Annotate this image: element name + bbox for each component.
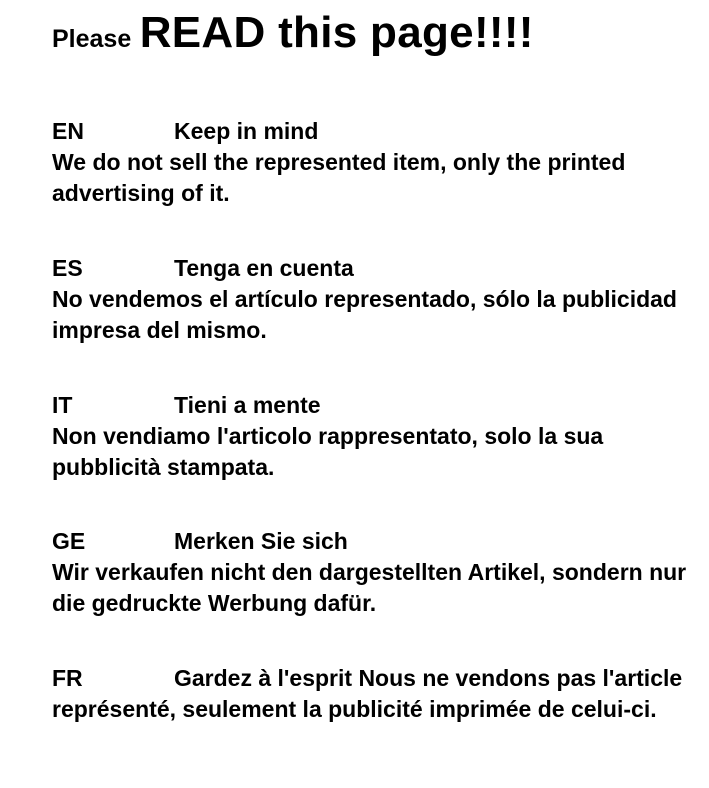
- notice-text-en: We do not sell the represented item, only the printed advertising of it.: [52, 149, 626, 206]
- notice-title-en: Keep in mind: [174, 118, 319, 144]
- notice-text-fr: Nous ne vendons pas l'article représenté, seulement la publicité imprimée de celui-ci.: [52, 665, 683, 722]
- notice-header-ge: [52, 526, 692, 557]
- page-heading: [52, 8, 534, 58]
- language-code-es: ES: [52, 255, 83, 281]
- notice-body-fr: [52, 663, 692, 725]
- notice-header-it: [52, 390, 692, 421]
- notice-section-es: [52, 253, 692, 346]
- notice-text-es: No vendemos el artículo representado, sólo la publicidad impresa del mismo.: [52, 286, 677, 343]
- notice-section-it: [52, 390, 692, 483]
- language-code-ge: GE: [52, 528, 86, 554]
- notice-section-ge: [52, 526, 692, 619]
- language-code-it: IT: [52, 392, 73, 418]
- heading-read-this-page: READ this page!!!!: [139, 8, 534, 57]
- language-code-en: EN: [52, 118, 84, 144]
- notice-text-ge: Wir verkaufen nicht den dargestellten Artikel, sondern nur die gedruckte Werbung dafür.: [52, 559, 687, 616]
- notice-title-ge: Merken Sie sich: [174, 528, 348, 554]
- notice-text-it: Non vendiamo l'articolo rappresentato, solo la sua pubblicità stampata.: [52, 423, 604, 480]
- notice-header-en: [52, 116, 692, 147]
- notice-title-fr: Gardez à l'esprit: [174, 665, 353, 691]
- notice-section-fr: [52, 663, 692, 725]
- notice-header-es: [52, 253, 692, 284]
- notice-title-it: Tieni a mente: [174, 392, 321, 418]
- notice-title-es: Tenga en cuenta: [174, 255, 354, 281]
- heading-please: Please: [52, 25, 132, 53]
- language-code-fr: FR: [52, 665, 83, 691]
- notice-section-en: [52, 116, 692, 209]
